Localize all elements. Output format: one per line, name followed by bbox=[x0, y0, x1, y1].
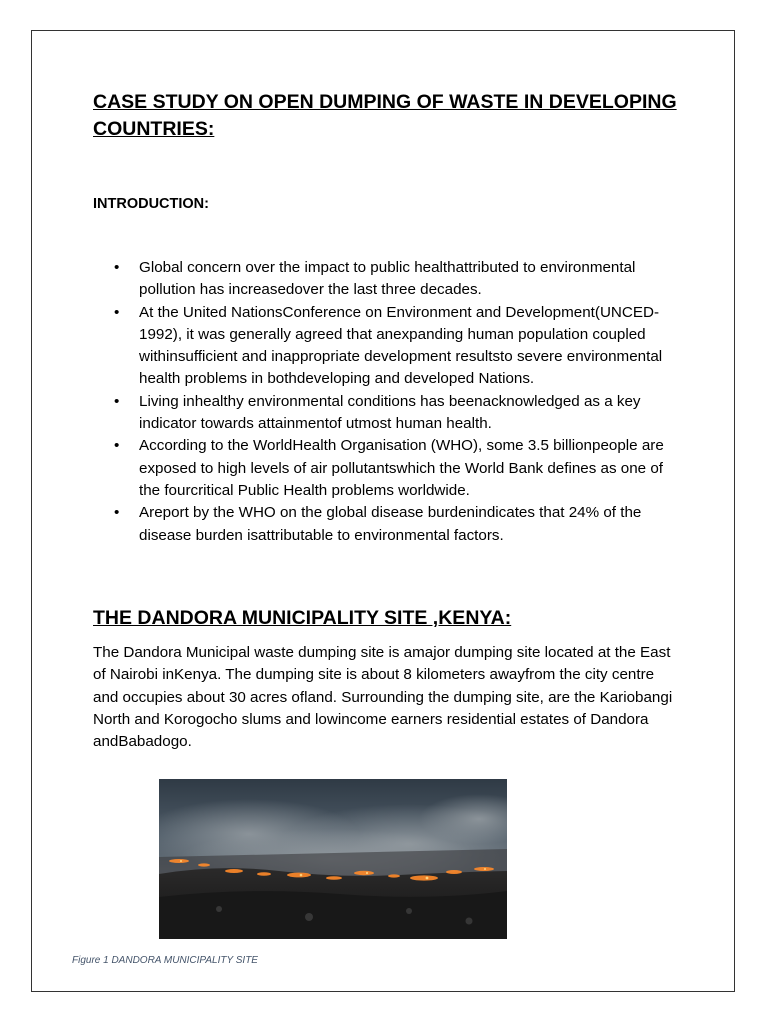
bullet-item: • Living inhealthy environmental conditions has beenacknowledged as a key indicator towards attainmentof utmost human health. bbox=[93, 391, 683, 436]
bullet-item: • According to the WorldHealth Organisation (WHO), some 3.5 billionpeople are exposed to high levels of air pollutantswhich the World Bank defines as one of the fourcritical Public Health problems worldwide. bbox=[93, 435, 683, 502]
introduction-bullet-list bbox=[93, 257, 683, 547]
section-paragraph: The Dandora Municipal waste dumping site is amajor dumping site located at the East of Nairobi inKenya. The dumping site is about 8 kilometers awayfrom the city centre and occupies about 30 acres ofland. Surrounding the dumping site, are the Kariobangi North and Korogocho slums and lowincome earners residential estates of Dandora andBabadogo. bbox=[93, 644, 673, 751]
figure-caption: Figure 1 DANDORA MUNICIPALITY SITE bbox=[72, 955, 258, 966]
bullet-item: • At the United NationsConference on Environment and Development(UNCED-1992), it was generally agreed that anexpanding human population coupled withinsufficient and inappropriate development resultsto severe environmental health problems in bothdeveloping and developed Nations. bbox=[93, 302, 683, 391]
document-title: CASE STUDY ON OPEN DUMPING OF WASTE IN DEVELOPING COUNTRIES: bbox=[93, 91, 677, 140]
bullet-item: • Areport by the WHO on the global disease burdenindicates that 24% of the disease burden isattributable to environmental factors. bbox=[93, 502, 683, 547]
bullet-item: • Global concern over the impact to public healthattributed to environmental pollution has increasedover the last three decades. bbox=[93, 257, 683, 302]
introduction-heading: INTRODUCTION: bbox=[93, 196, 209, 212]
section-heading: THE DANDORA MUNICIPALITY SITE ,KENYA: bbox=[93, 607, 512, 629]
dumpsite-photo bbox=[159, 779, 507, 939]
